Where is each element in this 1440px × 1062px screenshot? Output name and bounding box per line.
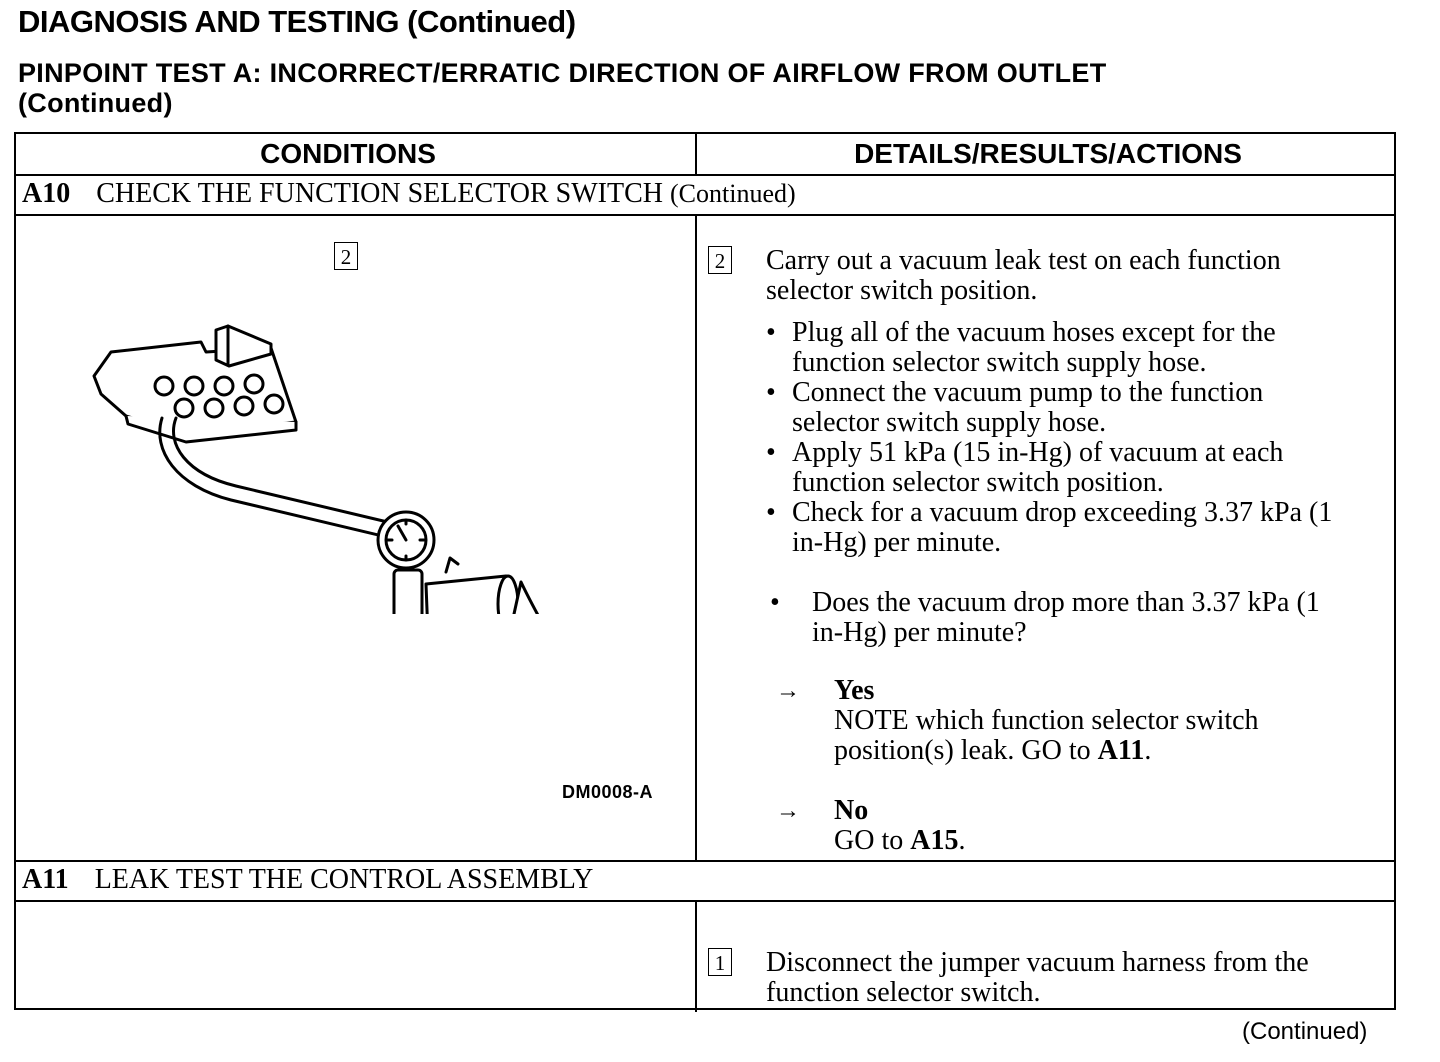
bullet-item: • Check for a vacuum drop exceeding 3.37 kPa (1 in-Hg) per minute. <box>766 498 1332 558</box>
conditions-header: CONDITIONS <box>260 138 436 169</box>
pump-cylinder <box>426 576 508 614</box>
pump-clip <box>446 558 458 572</box>
step-a11-title: LEAK TEST THE CONTROL ASSEMBLY <box>94 864 594 895</box>
continued-footer: (Continued) <box>1242 1018 1368 1045</box>
step-a11-id: A11 <box>22 864 69 895</box>
details-header: DETAILS/RESULTS/ACTIONS <box>854 138 1242 169</box>
vacuum-pump-illustration <box>66 314 606 614</box>
port-circle <box>235 397 253 415</box>
yes-arrow-icon: → <box>776 678 800 704</box>
port-circle <box>205 399 223 417</box>
port-circle <box>215 377 233 395</box>
yes-text-line-2: position(s) leak. GO to A11. <box>834 735 1152 766</box>
port-circle <box>175 399 193 417</box>
header-divider <box>16 174 1394 176</box>
pinpoint-test-table <box>14 132 1396 1010</box>
yes-text-line-1: NOTE which function selector switch <box>834 705 1259 736</box>
section-subtitle <box>18 58 1107 118</box>
port-circle <box>155 377 173 395</box>
port-circle <box>185 377 203 395</box>
a11-top-divider <box>16 860 1394 862</box>
figure-label: DM0008-A <box>562 782 654 802</box>
port-circle <box>245 375 263 393</box>
subtitle-line-1: PINPOINT TEST A: INCORRECT/ERRATIC DIRECTION OF AIRFLOW FROM OUTLET <box>18 58 1107 88</box>
decision-question: Does the vacuum drop more than 3.37 kPa (1 in-Hg) per minute? <box>812 587 1320 648</box>
no-arrow-icon: → <box>776 798 800 824</box>
page-title: DIAGNOSIS AND TESTING (Continued) <box>18 4 576 39</box>
column-divider-header <box>695 134 697 176</box>
instruction-text <box>766 948 1309 1008</box>
instruction-line-2: selector switch position. <box>766 275 1038 306</box>
bullet-item: • Plug all of the vacuum hoses except for the function selector switch supply hose. <box>766 318 1332 378</box>
yes-goto-link[interactable]: A11 <box>1097 735 1145 766</box>
pump-lever-icon <box>514 582 604 614</box>
instruction-line-1: Disconnect the jumper vacuum harness from the <box>766 947 1309 978</box>
procedure-bullet-list <box>766 318 1332 558</box>
pump-valve <box>394 570 422 614</box>
yes-label: Yes <box>834 675 875 706</box>
instruction-text <box>766 246 1281 306</box>
no-label: No <box>834 795 869 826</box>
a11-title-divider <box>16 900 1394 902</box>
port-circle <box>265 395 283 413</box>
bullet-item: • Connect the vacuum pump to the function selector switch supply hose. <box>766 378 1332 438</box>
step-a10-heading <box>22 178 796 210</box>
step-a10-id: A10 <box>22 178 71 209</box>
instruction-line-2: function selector switch. <box>766 977 1041 1008</box>
a10-title-divider <box>16 214 1394 216</box>
figure-step-number: 2 <box>334 242 358 270</box>
bullet-item: • Apply 51 kPa (15 in-Hg) of vacuum at each function selector switch position. <box>766 438 1332 498</box>
question-bullet: • <box>770 587 780 618</box>
no-goto-link[interactable]: A15 <box>910 825 959 856</box>
column-divider-a10 <box>695 214 697 862</box>
yes-result <box>834 676 1259 766</box>
detail-step-number: 2 <box>708 246 732 274</box>
subtitle-line-2: (Continued) <box>18 88 173 118</box>
no-result <box>834 796 965 856</box>
detail-step-number: 1 <box>708 948 732 976</box>
step-a10-title: CHECK THE FUNCTION SELECTOR SWITCH <box>96 178 663 209</box>
column-divider-a11 <box>695 902 697 1012</box>
step-a10-suffix: (Continued) <box>670 179 796 208</box>
instruction-line-1: Carry out a vacuum leak test on each function <box>766 245 1281 276</box>
step-a11-heading <box>22 864 593 896</box>
no-text-line: GO to A15. <box>834 825 966 856</box>
